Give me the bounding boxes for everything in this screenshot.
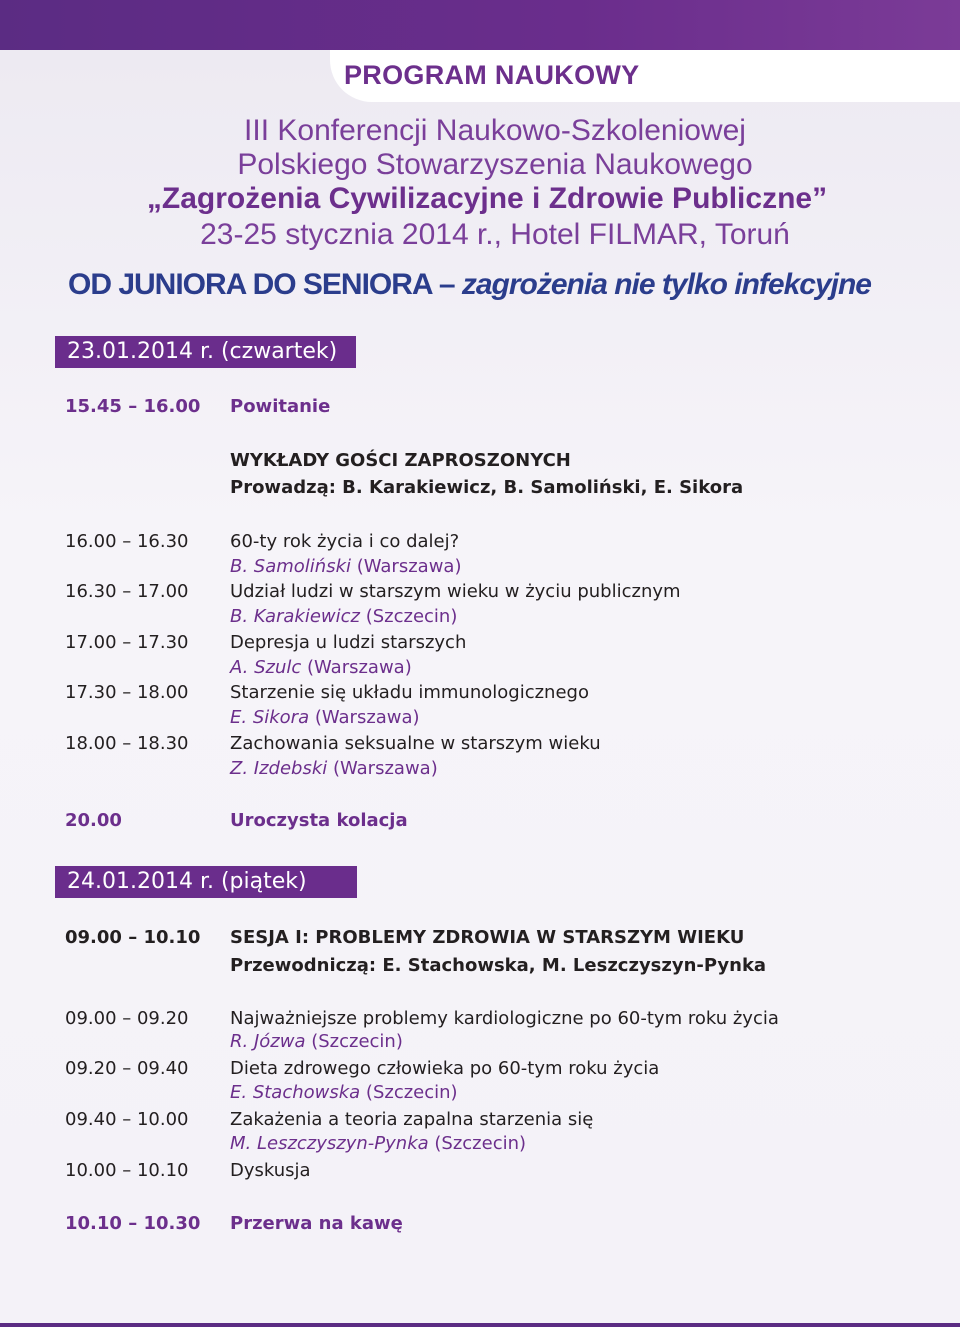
welcome-row bbox=[65, 396, 330, 418]
talk-title: Depresja u ludzi starszych bbox=[230, 632, 467, 653]
break-time: 10.10 – 10.30 bbox=[65, 1213, 201, 1234]
discussion-row bbox=[65, 1160, 311, 1182]
slogan bbox=[68, 268, 871, 302]
session-title: SESJA I: PROBLEMY ZDROWIA W STARSZYM WIEKU bbox=[230, 927, 745, 948]
section-title: WYKŁADY GOŚCI ZAPROSZONYCH bbox=[230, 450, 571, 471]
break-row bbox=[65, 1213, 403, 1235]
talk-row bbox=[65, 1109, 593, 1131]
talk-speaker: B. Karakiewicz (Szczecin) bbox=[230, 606, 458, 627]
day2-header: 24.01.2014 r. (piątek) bbox=[55, 866, 357, 898]
talk-title: Starzenie się układu immunologicznego bbox=[230, 682, 589, 703]
top-bar bbox=[0, 0, 960, 50]
discussion-title: Dyskusja bbox=[230, 1160, 311, 1181]
talk-speaker: A. Szulc (Warszawa) bbox=[230, 657, 412, 678]
dinner-title: Uroczysta kolacja bbox=[230, 810, 408, 831]
talk-title: Dieta zdrowego człowieka po 60-tym roku życia bbox=[230, 1058, 660, 1079]
talk-row bbox=[65, 531, 459, 553]
talk-time: 16.00 – 16.30 bbox=[65, 531, 189, 552]
welcome-time: 15.45 – 16.00 bbox=[65, 396, 201, 417]
talk-title: Udział ludzi w starszym wieku w życiu publicznym bbox=[230, 581, 681, 602]
slogan-italic: zagrożenia nie tylko infekcyjne bbox=[461, 268, 871, 301]
talk-title: 60-ty rok życia i co dalej? bbox=[230, 531, 460, 552]
title-banner bbox=[330, 50, 960, 102]
talk-speaker: E. Stachowska (Szczecin) bbox=[230, 1082, 458, 1103]
talk-time: 09.20 – 09.40 bbox=[65, 1058, 189, 1079]
break-title: Przerwa na kawę bbox=[230, 1213, 403, 1234]
slogan-main: OD JUNIORA DO SENIORA – bbox=[68, 268, 462, 301]
conference-name: „Zagrożenia Cywilizacyjne i Zdrowie Publiczne” bbox=[146, 182, 828, 215]
talk-time: 17.00 – 17.30 bbox=[65, 632, 189, 653]
bottom-bar bbox=[0, 1323, 960, 1327]
talk-time: 17.30 – 18.00 bbox=[65, 682, 189, 703]
session-chairs: Przewodniczą: E. Stachowska, M. Leszczyszyn-Pynka bbox=[230, 955, 767, 976]
talk-speaker: M. Leszczyszyn-Pynka (Szczecin) bbox=[230, 1133, 527, 1154]
conference-line-1: III Konferencji Naukowo-Szkoleniowej bbox=[244, 114, 746, 147]
talk-speaker: E. Sikora (Warszawa) bbox=[230, 707, 420, 728]
talk-row bbox=[65, 682, 589, 704]
welcome-title: Powitanie bbox=[230, 396, 331, 417]
page-title: PROGRAM NAUKOWY bbox=[344, 60, 640, 90]
talk-time: 09.40 – 10.00 bbox=[65, 1109, 189, 1130]
talk-speaker: Z. Izdebski (Warszawa) bbox=[230, 758, 438, 779]
talk-row bbox=[65, 733, 601, 755]
talk-speaker: B. Samoliński (Warszawa) bbox=[230, 556, 462, 577]
dinner-row bbox=[65, 810, 408, 832]
talk-time: 16.30 – 17.00 bbox=[65, 581, 189, 602]
talk-speaker: R. Józwa (Szczecin) bbox=[230, 1031, 403, 1052]
session-row bbox=[65, 927, 744, 949]
talk-title: Najważniejsze problemy kardiologiczne po 60-tym roku życia bbox=[230, 1008, 779, 1029]
talk-time: 18.00 – 18.30 bbox=[65, 733, 189, 754]
talk-row bbox=[65, 581, 681, 603]
discussion-time: 10.00 – 10.10 bbox=[65, 1160, 189, 1181]
conference-date-place: 23-25 stycznia 2014 r., Hotel FILMAR, Toruń bbox=[200, 218, 790, 251]
talk-time: 09.00 – 09.20 bbox=[65, 1008, 189, 1029]
talk-row bbox=[65, 1058, 659, 1080]
talk-row bbox=[65, 1008, 779, 1030]
section-hosts: Prowadzą: B. Karakiewicz, B. Samoliński, E. Sikora bbox=[230, 477, 744, 498]
talk-row bbox=[65, 632, 466, 654]
session-time: 09.00 – 10.10 bbox=[65, 927, 201, 948]
talk-title: Zachowania seksualne w starszym wieku bbox=[230, 733, 601, 754]
dinner-time: 20.00 bbox=[65, 810, 122, 831]
day1-header: 23.01.2014 r. (czwartek) bbox=[55, 336, 356, 368]
conference-line-2: Polskiego Stowarzyszenia Naukowego bbox=[237, 148, 753, 181]
talk-title: Zakażenia a teoria zapalna starzenia się bbox=[230, 1109, 594, 1130]
